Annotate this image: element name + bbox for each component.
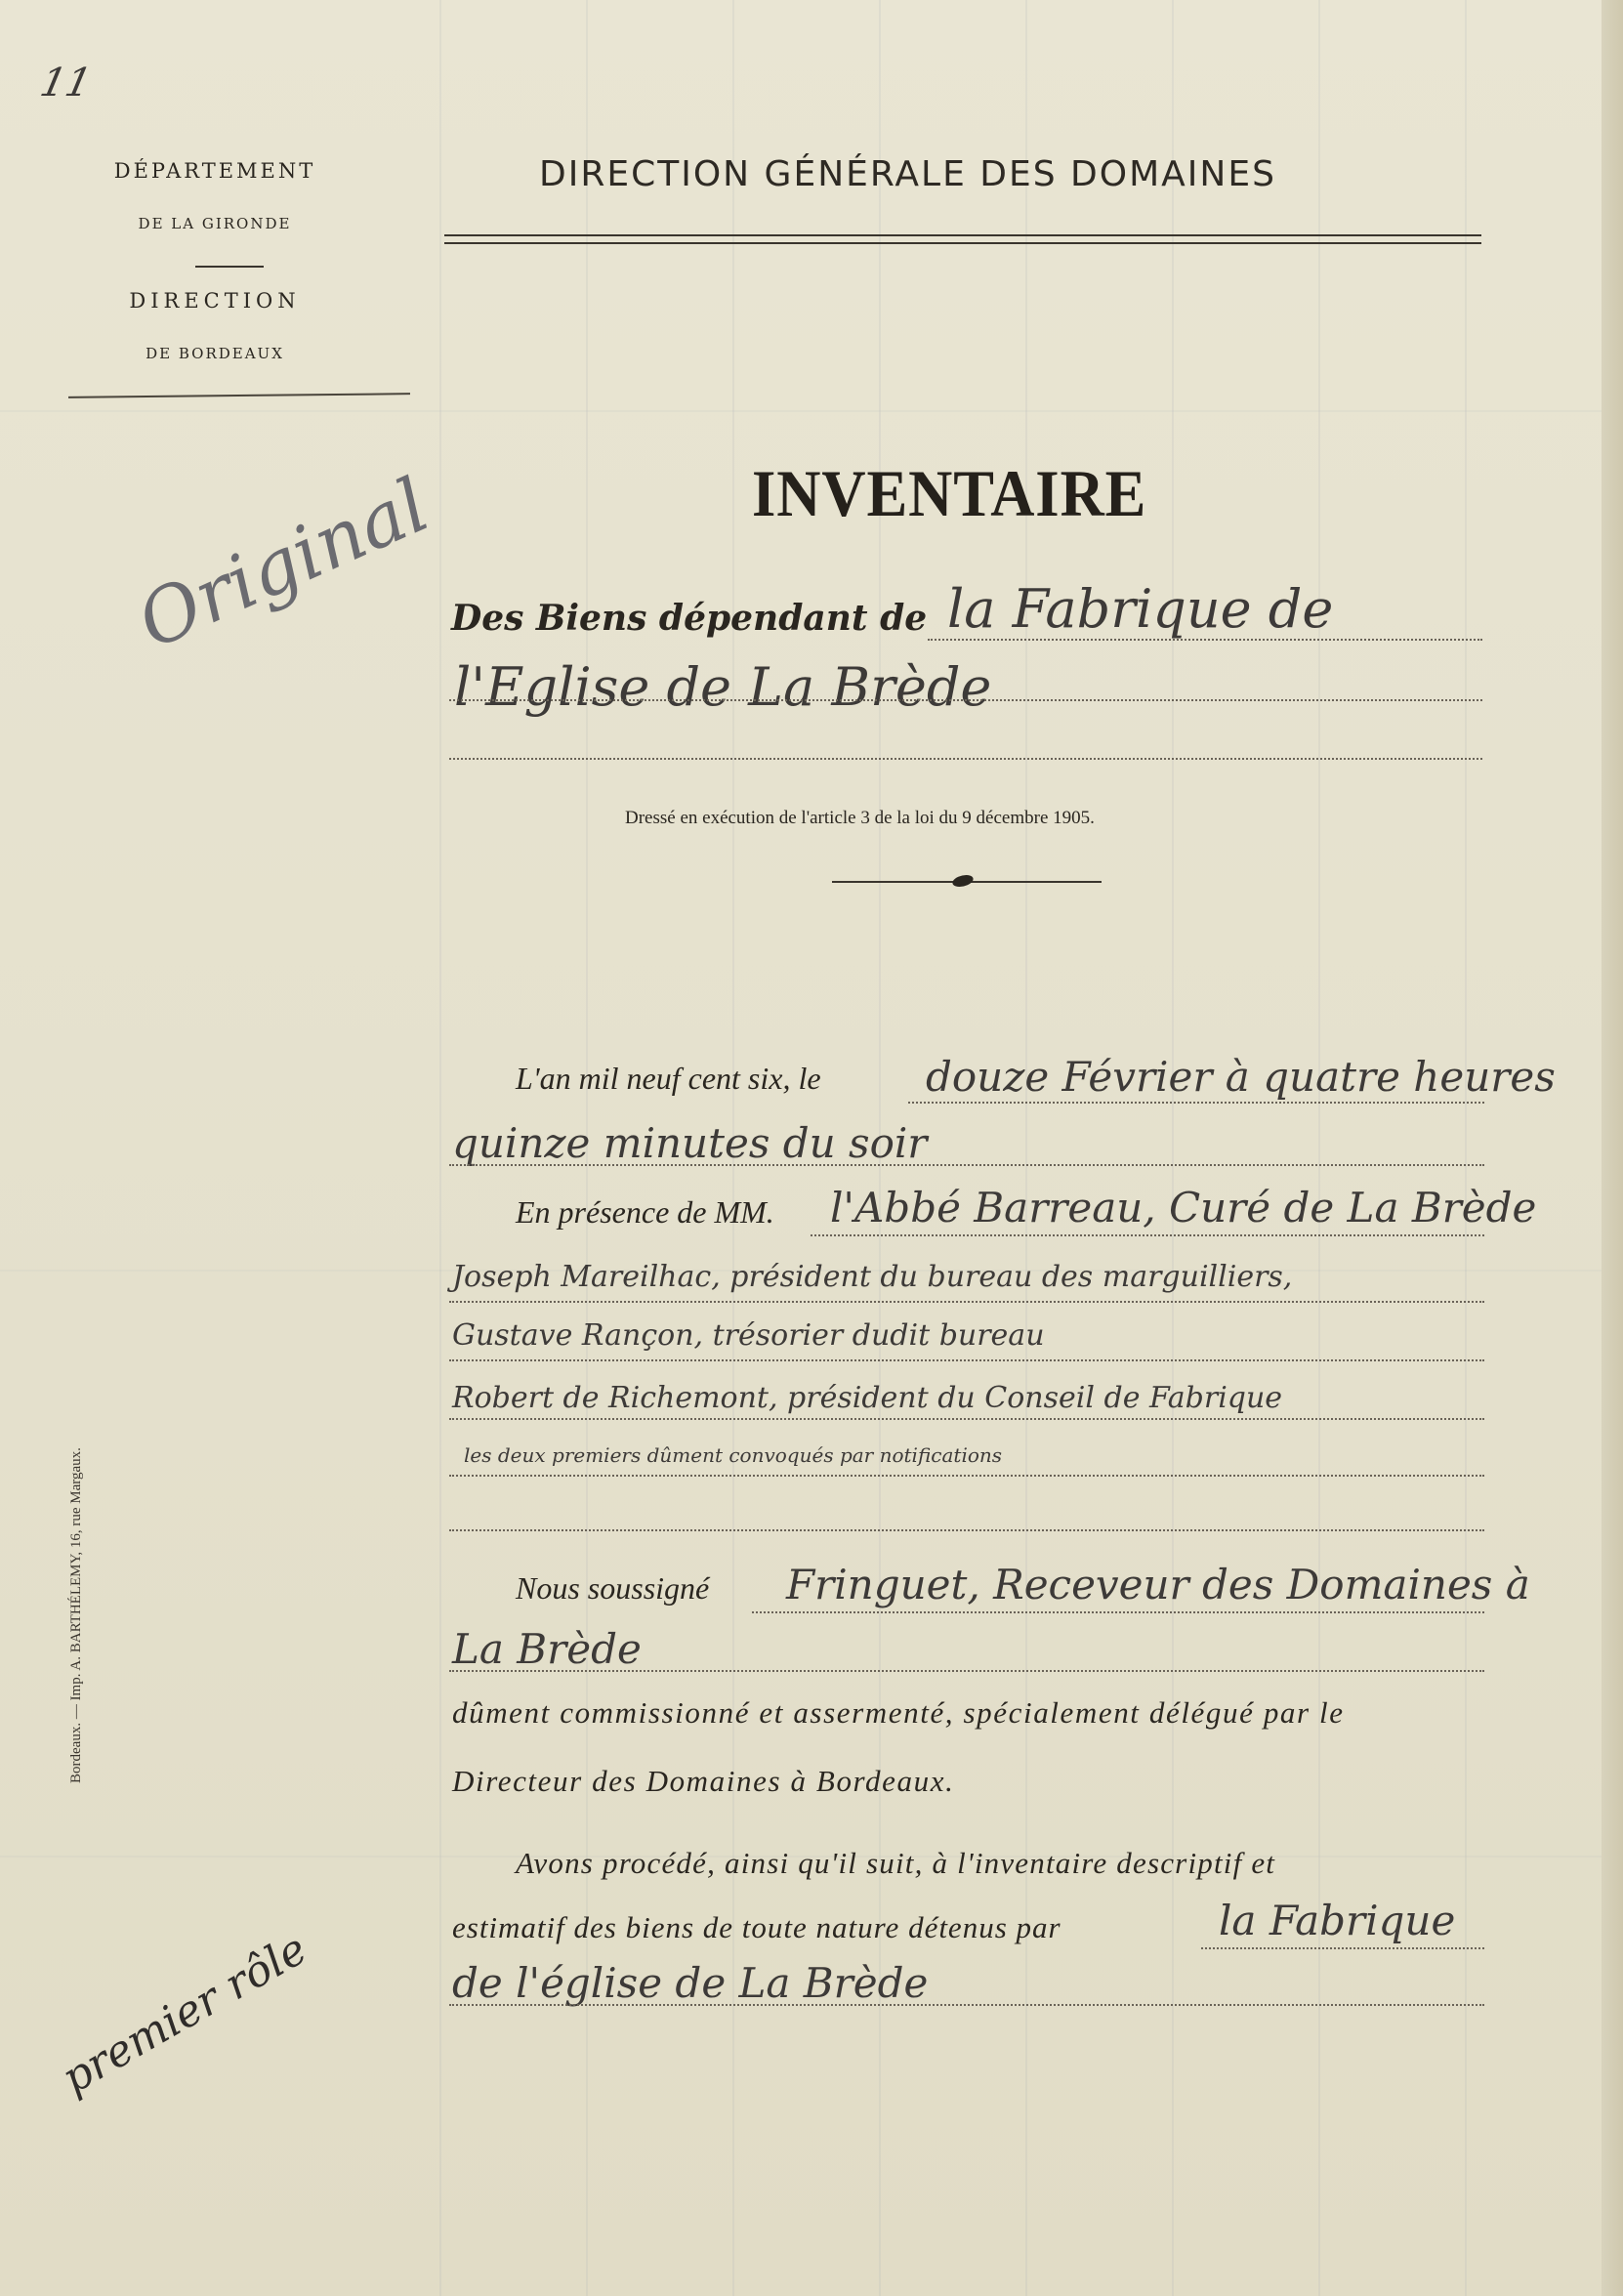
- date-label: L'an mil neuf cent six, le: [516, 1061, 821, 1096]
- handwritten-entry: quinze minutes du soir: [452, 1119, 928, 1167]
- biens-label: Des Biens dépendant de: [451, 598, 928, 639]
- fill-line: [449, 1359, 1484, 1361]
- fill-line: [752, 1611, 1484, 1613]
- department-line: DÉPARTEMENT: [113, 159, 316, 183]
- fill-line: [1201, 1947, 1484, 1949]
- printer-imprint: Bordeaux. — Imp. A. BARTHÉLEMY, 16, rue Margaux.: [68, 1447, 84, 1783]
- folio-number: 11: [36, 61, 96, 105]
- signature: premier rôle: [54, 1924, 315, 2105]
- handwritten-entry: les deux premiers dûment convoqués par notifications: [464, 1443, 1003, 1467]
- department-line: DE LA GIRONDE: [138, 215, 292, 232]
- fill-line: [449, 1301, 1484, 1303]
- fill-line: [449, 2004, 1484, 2006]
- body-text: Avons procédé, ainsi qu'il suit, à l'inventaire descriptif et: [516, 1846, 1276, 1880]
- fill-line: [449, 1529, 1484, 1531]
- header-title: DIRECTION GÉNÉRALE DES DOMAINES: [539, 154, 1276, 194]
- department-line: DIRECTION: [129, 289, 301, 313]
- handwritten-entry: l'Abbé Barreau, Curé de La Brède: [830, 1184, 1537, 1231]
- fill-line: [449, 1164, 1484, 1166]
- ornament: [950, 875, 977, 887]
- presence-label: En présence de MM.: [516, 1194, 774, 1230]
- body-text: estimatif des biens de toute nature détenus par: [452, 1910, 1061, 1944]
- handwritten-entry: Fringuet, Receveur des Domaines à: [786, 1561, 1530, 1608]
- department-line: DE BORDEAUX: [146, 345, 284, 362]
- fill-line: [449, 1418, 1484, 1420]
- margin-note: Original: [125, 461, 441, 666]
- fill-line: [449, 1475, 1484, 1477]
- fill-line: [928, 639, 1482, 641]
- fill-line: [449, 1670, 1484, 1672]
- handwritten-entry: de l'église de La Brède: [452, 1959, 929, 2007]
- divider: [444, 242, 1481, 244]
- handwritten-entry: La Brède: [452, 1625, 642, 1673]
- handwritten-entry: Joseph Mareilhac, président du bureau des marguilliers,: [452, 1260, 1293, 1294]
- fill-line: [908, 1102, 1484, 1104]
- document-title: INVENTAIRE: [752, 456, 1147, 530]
- handwritten-entry: la Fabrique: [1219, 1897, 1456, 1944]
- fill-line: [449, 758, 1482, 760]
- divider: [195, 266, 264, 268]
- fill-line: [449, 699, 1482, 701]
- body-text: Directeur des Domaines à Bordeaux.: [452, 1764, 955, 1798]
- page-edge: [1602, 0, 1623, 2296]
- subtitle: Dressé en exécution de l'article 3 de la loi du 9 décembre 1905.: [625, 808, 1095, 828]
- handwritten-entry: Gustave Rançon, trésorier dudit bureau: [452, 1318, 1045, 1353]
- handwritten-entry: la Fabrique de: [947, 578, 1334, 640]
- handwritten-entry: douze Février à quatre heures: [926, 1053, 1556, 1101]
- divider: [444, 234, 1481, 236]
- soussigne-label: Nous soussigné: [516, 1570, 710, 1606]
- handwritten-entry: l'Eglise de La Brède: [454, 656, 992, 718]
- fill-line: [811, 1234, 1484, 1236]
- divider: [68, 393, 410, 398]
- body-text: dûment commissionné et assermenté, spécialement délégué par le: [452, 1695, 1345, 1730]
- handwritten-entry: Robert de Richemont, président du Conseil de Fabrique: [452, 1381, 1283, 1415]
